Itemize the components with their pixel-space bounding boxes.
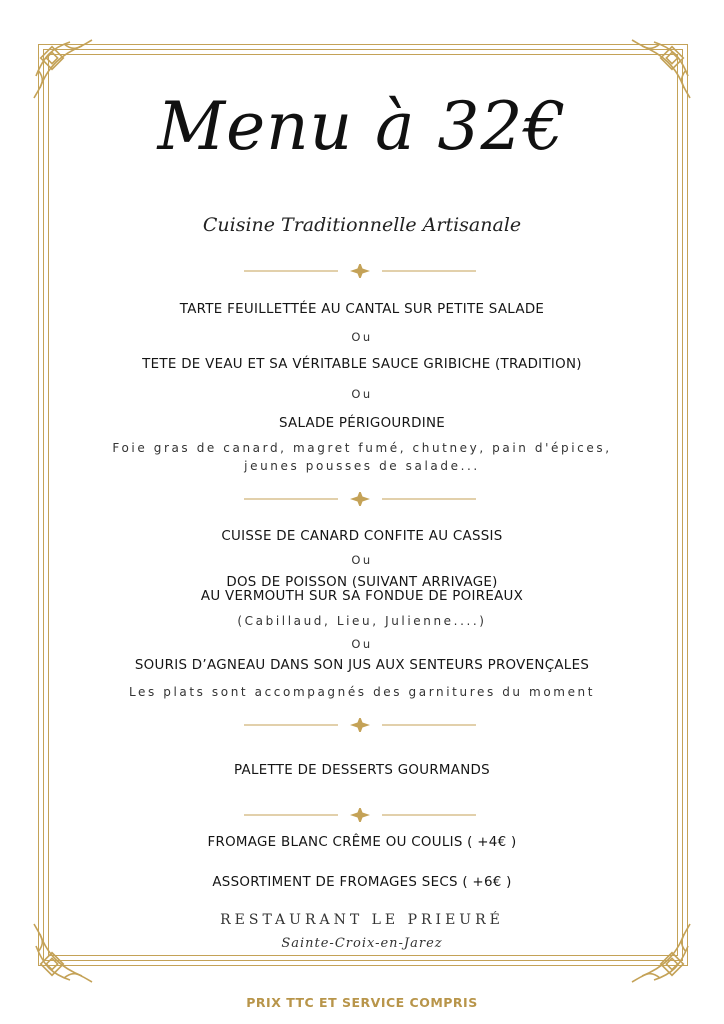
starter-item: TARTE FEUILLETTÉE AU CANTAL SUR PETITE SALADE	[179, 302, 545, 317]
main-description: (Cabillaud, Lieu, Julienne....)	[237, 614, 487, 628]
or-separator: Ou	[351, 637, 373, 651]
extra-item: FROMAGE BLANC CRÊME OU COULIS ( +4€ )	[207, 835, 517, 850]
sparkle-divider-icon	[244, 492, 476, 506]
main-item: AU VERMOUTH SUR SA FONDUE DE POIREAUX	[200, 589, 524, 604]
starter-description: jeunes pousses de salade...	[244, 459, 480, 473]
main-item: DOS DE POISSON (SUIVANT ARRIVAGE)	[226, 575, 498, 590]
price-footer: PRIX TTC ET SERVICE COMPRIS	[246, 995, 478, 1010]
main-item: SOURIS D’AGNEAU DANS SON JUS AUX SENTEURS PROVENÇALES	[134, 658, 590, 673]
dessert-item: PALETTE DE DESSERTS GOURMANDS	[234, 763, 490, 778]
sparkle-divider-icon	[244, 264, 476, 278]
main-item: CUISSE DE CANARD CONFITE AU CASSIS	[221, 529, 503, 544]
starter-item: TETE DE VEAU ET SA VÉRITABLE SAUCE GRIBICHE (TRADITION)	[142, 357, 582, 372]
menu-subtitle: Cuisine Traditionnelle Artisanale	[202, 214, 522, 236]
restaurant-town: Sainte-Croix-en-Jarez	[281, 936, 443, 951]
restaurant-name: RESTAURANT LE PRIEURÉ	[220, 912, 504, 928]
or-separator: Ou	[351, 330, 373, 344]
starter-description: Foie gras de canard, magret fumé, chutney, pain d'épices,	[112, 441, 612, 455]
menu-title: Menu à 32€	[157, 88, 567, 165]
main-note: Les plats sont accompagnés des garnitures du moment	[128, 685, 596, 699]
or-separator: Ou	[351, 387, 373, 401]
extra-item: ASSORTIMENT DE FROMAGES SECS ( +6€ )	[212, 875, 512, 890]
sparkle-divider-icon	[244, 808, 476, 822]
or-separator: Ou	[351, 553, 373, 567]
sparkle-divider-icon	[244, 718, 476, 732]
starter-item: SALADE PÉRIGOURDINE	[278, 416, 446, 431]
